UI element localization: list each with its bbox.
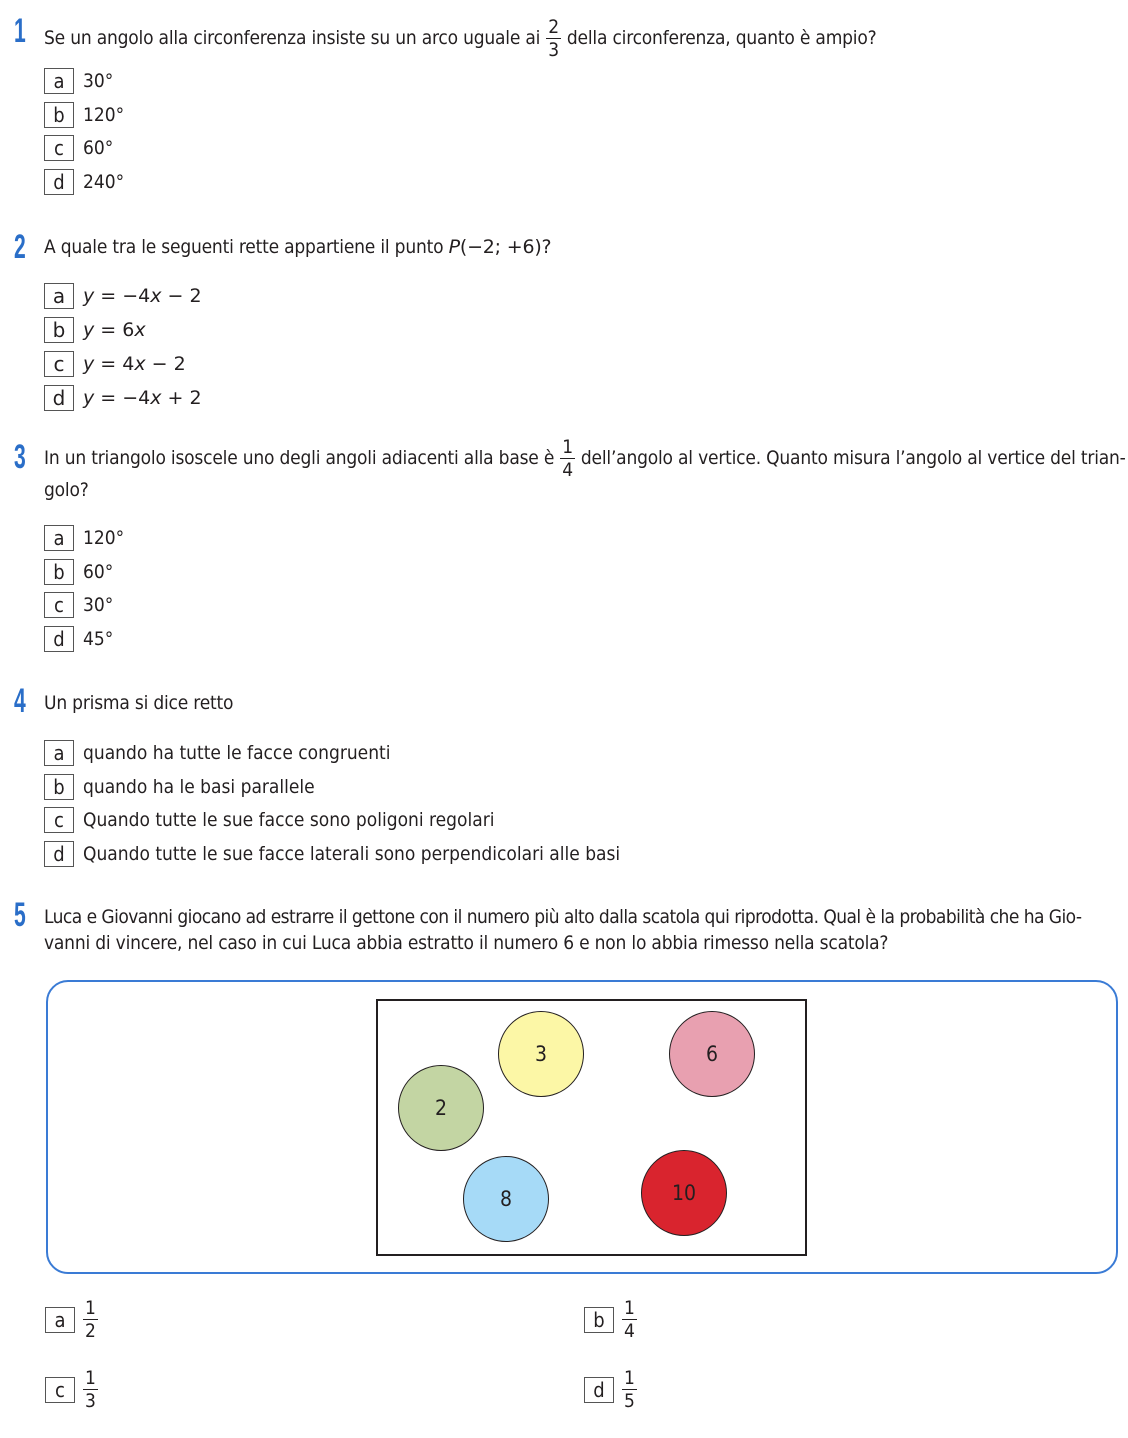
option-letter-box: b <box>44 559 74 585</box>
option-letter-box: c <box>44 351 74 377</box>
point-coordinates: P(−2; +6)? <box>448 236 552 258</box>
fraction-denominator: 3 <box>85 1390 96 1412</box>
question-1-text-after: della circonferenza, quanto è ampio? <box>566 27 877 49</box>
option-value: 60° <box>83 561 114 583</box>
option-3a[interactable] <box>44 524 124 552</box>
question-1-fraction <box>546 16 561 61</box>
option-3b[interactable] <box>44 558 113 586</box>
option-4c[interactable] <box>44 806 494 834</box>
option-letter-box: b <box>44 102 74 128</box>
option-value: y = 6x <box>83 319 146 341</box>
option-letter-box: c <box>44 807 74 833</box>
option-1a[interactable] <box>44 67 113 95</box>
option-letter-box: a <box>44 68 74 94</box>
question-text-1 <box>44 16 1120 61</box>
question-text-5 <box>44 904 1120 956</box>
option-value: y = −4x − 2 <box>83 285 202 307</box>
option-value: 120° <box>83 527 125 549</box>
fraction-denominator: 4 <box>624 1320 635 1342</box>
fraction-numerator: 1 <box>624 1297 635 1319</box>
option-fraction <box>83 1297 98 1342</box>
option-letter-box: b <box>44 317 74 343</box>
option-letter-box: d <box>44 841 74 867</box>
option-5c[interactable] <box>45 1367 98 1412</box>
question-number-3: 3 <box>14 438 26 476</box>
fraction-numerator: 1 <box>85 1367 96 1389</box>
fraction-numerator: 1 <box>562 436 573 458</box>
option-2d[interactable] <box>44 384 202 412</box>
option-fraction <box>622 1367 637 1412</box>
option-3d[interactable] <box>44 625 113 653</box>
token-8: 8 <box>463 1156 549 1242</box>
option-4d[interactable] <box>44 840 620 868</box>
option-letter-box: d <box>584 1377 614 1403</box>
option-3c[interactable] <box>44 591 113 619</box>
option-letter-box: b <box>584 1307 614 1333</box>
option-4a[interactable] <box>44 739 391 767</box>
token-6: 6 <box>669 1011 755 1097</box>
question-3-fraction <box>560 436 575 481</box>
question-3-text-after: dell’angolo al vertice. Quanto misura l’angolo al vertice del trian- <box>580 447 1126 469</box>
question-1-text-before: Se un angolo alla circonferenza insiste su un arco uguale ai <box>44 27 541 49</box>
option-value: y = −4x + 2 <box>83 387 202 409</box>
option-1b[interactable] <box>44 101 124 129</box>
fraction-numerator: 1 <box>624 1367 635 1389</box>
option-value: quando ha tutte le facce congruenti <box>83 742 391 764</box>
fraction-denominator: 4 <box>562 459 573 481</box>
question-3-text-before: In un triangolo isoscele uno degli angoli adiacenti alla base è <box>44 447 555 469</box>
option-letter-box: d <box>44 385 74 411</box>
option-value: Quando tutte le sue facce laterali sono perpendicolari alle basi <box>83 843 621 865</box>
option-value: 240° <box>83 171 125 193</box>
question-number-4: 4 <box>14 682 26 720</box>
option-5b[interactable] <box>584 1297 637 1342</box>
question-number-5: 5 <box>14 896 26 934</box>
option-value: 60° <box>83 137 114 159</box>
option-value: 120° <box>83 104 125 126</box>
option-letter-box: d <box>44 169 74 195</box>
fraction-denominator: 2 <box>85 1320 96 1342</box>
question-number-2: 2 <box>14 228 26 266</box>
fraction-denominator: 5 <box>624 1390 635 1412</box>
option-2b[interactable] <box>44 316 146 344</box>
question-3-text-line2: golo? <box>44 479 89 501</box>
option-fraction <box>83 1367 98 1412</box>
option-5d[interactable] <box>584 1367 637 1412</box>
token-2: 2 <box>398 1065 484 1151</box>
option-letter-box: a <box>44 740 74 766</box>
option-letter-box: a <box>44 283 74 309</box>
option-2a[interactable] <box>44 282 202 310</box>
fraction-denominator: 3 <box>548 39 559 61</box>
option-letter-box: c <box>45 1377 75 1403</box>
fraction-numerator: 1 <box>85 1297 96 1319</box>
option-fraction <box>622 1297 637 1342</box>
token-10: 10 <box>641 1150 727 1236</box>
option-2c[interactable] <box>44 350 186 378</box>
option-1d[interactable] <box>44 168 124 196</box>
option-letter-box: a <box>44 525 74 551</box>
option-value: quando ha le basi parallele <box>83 776 315 798</box>
option-letter-box: d <box>44 626 74 652</box>
option-value: y = 4x − 2 <box>83 353 186 375</box>
question-text-4: Un prisma si dice retto <box>44 692 234 714</box>
token-3: 3 <box>498 1011 584 1097</box>
question-text-2 <box>44 234 1120 260</box>
option-letter-box: b <box>44 774 74 800</box>
option-value: 45° <box>83 628 114 650</box>
option-letter-box: a <box>45 1307 75 1333</box>
question-5-text-line2: vanni di vincere, nel caso in cui Luca abbia estratto il numero 6 e non lo abbia rimesso nella scatola? <box>44 932 889 954</box>
option-letter-box: c <box>44 592 74 618</box>
option-4b[interactable] <box>44 773 315 801</box>
question-5-text-line1: Luca e Giovanni giocano ad estrarre il gettone con il numero più alto dalla scatola qui riprodotta. Qual è la probabilità che ha Gio- <box>44 906 1082 928</box>
option-value: 30° <box>83 70 114 92</box>
fraction-numerator: 2 <box>548 16 559 38</box>
option-5a[interactable] <box>45 1297 98 1342</box>
option-value: 30° <box>83 594 114 616</box>
option-value: Quando tutte le sue facce sono poligoni regolari <box>83 809 495 831</box>
option-letter-box: c <box>44 135 74 161</box>
question-number-1: 1 <box>14 12 26 50</box>
option-1c[interactable] <box>44 134 113 162</box>
question-2-text: A quale tra le seguenti rette appartiene il punto <box>44 236 444 258</box>
question-text-3 <box>44 436 1126 503</box>
